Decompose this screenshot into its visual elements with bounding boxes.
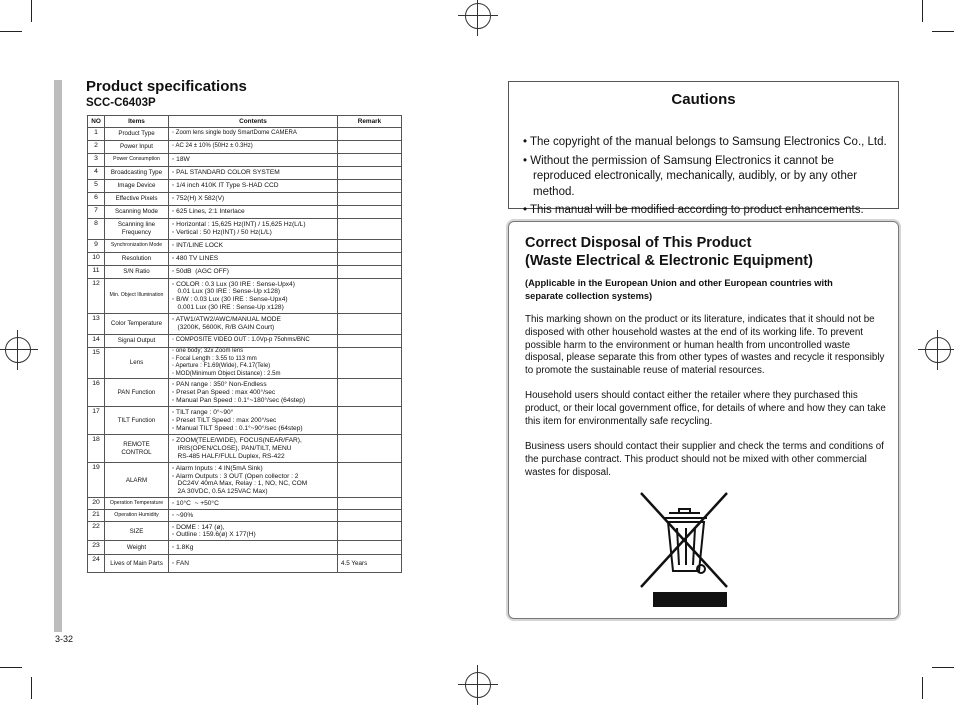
spec-content-cell: ◦ COLOR : 0.3 Lux (30 IRE : Sense-Upx4) 0.01 Lux (30 IRE : Sense-Up x128) ◦ B/W : 0.03 Lux (30 IRE : Sense-Upx4) 0.001 Lux (30 IRE : Sense-Up x128) — [169, 279, 338, 314]
spec-table — [87, 115, 402, 573]
spec-no-cell: 13 — [88, 314, 105, 335]
disposal-paragraph-3: Business users should contact their supplier and check the terms and conditions of the purchase contract. This product should not be mixed with other commercial wastes for disposal. — [525, 441, 884, 478]
spec-item-cell: Synchronization Mode — [105, 240, 169, 253]
disposal-paragraph-1: This marking shown on the product or its literature, indicates that it should not be disposed with other household wastes at the end of its working life. To prevent possible harm to the environment or human health from uncontrolled waste disposal, please separate this from other types of wastes and recycle it responsibly to promote the sustainable reuse of material resources. — [525, 314, 885, 377]
spec-header-row — [88, 116, 402, 128]
table-row — [88, 379, 402, 407]
table-row — [88, 167, 402, 180]
spec-content-cell: ◦ TILT range : 0°~90° ◦ Preset TILT Speed : max 200°/sec ◦ Manual TILT Speed : 0.1°~90°/sec (64step) — [169, 407, 338, 435]
spec-no-cell: 18 — [88, 435, 105, 463]
table-row — [88, 180, 402, 193]
crop-mark — [922, 677, 923, 699]
table-row — [88, 206, 402, 219]
disposal-box — [508, 221, 899, 619]
spec-content-cell: ◦ 18W — [169, 154, 338, 167]
spec-remark-cell — [338, 541, 402, 555]
spec-item-cell: Lens — [105, 348, 169, 379]
spec-remark-cell — [338, 463, 402, 498]
spec-item-cell: S/N Ratio — [105, 266, 169, 279]
spec-content-cell: ◦ ~90% — [169, 510, 338, 522]
spec-title: Product specifications — [86, 78, 247, 95]
table-row — [88, 463, 402, 498]
cautions-list — [523, 135, 891, 222]
spec-content-cell: ◦ 10°C ~ +50°C — [169, 498, 338, 510]
spec-remark-cell — [338, 407, 402, 435]
crop-mark — [0, 31, 22, 32]
caution-item: • The copyright of the manual belongs to Samsung Electronics Co., Ltd. — [523, 135, 891, 151]
header-contents: Contents — [169, 116, 338, 128]
registration-mark-top — [465, 3, 491, 29]
spec-item-cell: Power Consumption — [105, 154, 169, 167]
spec-remark-cell — [338, 348, 402, 379]
table-row — [88, 314, 402, 335]
spec-item-cell: Image Device — [105, 180, 169, 193]
spec-no-cell: 17 — [88, 407, 105, 435]
spec-no-cell: 1 — [88, 128, 105, 141]
table-row — [88, 335, 402, 348]
spec-remark-cell — [338, 335, 402, 348]
spec-item-cell: Scanning Mode — [105, 206, 169, 219]
spec-remark-cell — [338, 206, 402, 219]
table-row — [88, 348, 402, 379]
spec-item-cell: Power Input — [105, 141, 169, 154]
spec-remark-cell — [338, 314, 402, 335]
spec-remark-cell — [338, 253, 402, 266]
table-row — [88, 253, 402, 266]
spec-remark-cell — [338, 154, 402, 167]
table-row — [88, 128, 402, 141]
spec-remark-cell — [338, 279, 402, 314]
disposal-title-line1: Correct Disposal of This Product — [525, 235, 752, 251]
spec-item-cell: Resolution — [105, 253, 169, 266]
spec-content-cell: ◦ INT/LINE LOCK — [169, 240, 338, 253]
spec-no-cell: 23 — [88, 541, 105, 555]
spec-content-cell: ◦ one body; 32x Zoom lens ◦ Focal Length : 3.55 to 113 mm ◦ Aperture : F1.69(Wide), F4.17(Tele) ◦ MOD(Minimum Object Distance) : 2.5m — [169, 348, 338, 379]
table-row — [88, 141, 402, 154]
table-row — [88, 522, 402, 541]
spec-item-cell: Min. Object Illumination — [105, 279, 169, 314]
spec-item-cell: Effective Pixels — [105, 193, 169, 206]
spec-item-cell: Broadcasting Type — [105, 167, 169, 180]
spec-content-cell: ◦ COMPOSITE VIDEO OUT : 1.0Vp-p 75ohms/BNC — [169, 335, 338, 348]
spec-no-cell: 11 — [88, 266, 105, 279]
spec-content-cell: ◦ DOME : 147 (ø), ◦ Outline : 159.6(ø) X 177(H) — [169, 522, 338, 541]
spec-content-cell: ◦ 752(H) X 582(V) — [169, 193, 338, 206]
spec-no-cell: 14 — [88, 335, 105, 348]
model-title: SCC-C6403P — [86, 97, 156, 109]
table-row — [88, 407, 402, 435]
header-remark: Remark — [338, 116, 402, 128]
table-row — [88, 555, 402, 573]
spec-content-cell: ◦ AC 24 ± 10% (50Hz ± 0.3Hz) — [169, 141, 338, 154]
spec-no-cell: 21 — [88, 510, 105, 522]
registration-mark-right — [925, 337, 951, 363]
header-no: NO — [88, 116, 105, 128]
spec-remark-cell — [338, 128, 402, 141]
crop-mark — [31, 677, 32, 699]
spec-item-cell: Product Type — [105, 128, 169, 141]
page-side-bar — [54, 80, 62, 632]
spec-no-cell: 3 — [88, 154, 105, 167]
spec-no-cell: 20 — [88, 498, 105, 510]
spec-content-cell: ◦ FAN — [169, 555, 338, 573]
spec-item-cell: REMOTE CONTROL — [105, 435, 169, 463]
table-row — [88, 510, 402, 522]
spec-no-cell: 7 — [88, 206, 105, 219]
spec-no-cell: 19 — [88, 463, 105, 498]
spec-item-cell: Operation Humidity — [105, 510, 169, 522]
registration-mark-bottom — [465, 672, 491, 698]
crop-mark — [932, 31, 954, 32]
disposal-paragraph-2: Household users should contact either the retailer where they purchased this product, or their local government office, for details of where and how they can take this item for environmentally safe recycling. — [525, 390, 886, 427]
spec-no-cell: 16 — [88, 379, 105, 407]
disposal-title — [525, 234, 813, 270]
spec-item-cell: Color Temperature — [105, 314, 169, 335]
spec-remark-cell — [338, 435, 402, 463]
spec-remark-cell: 4.5 Years — [338, 555, 402, 573]
registration-mark-left — [5, 337, 31, 363]
disposal-title-line2: (Waste Electrical & Electronic Equipment) — [525, 253, 813, 269]
spec-item-cell: Scanning line Frequency — [105, 219, 169, 240]
spec-remark-cell — [338, 379, 402, 407]
spec-no-cell: 12 — [88, 279, 105, 314]
table-row — [88, 240, 402, 253]
spec-no-cell: 4 — [88, 167, 105, 180]
disposal-applicable-note: (Applicable in the European Union and other European countries with separate collection systems) — [525, 278, 833, 301]
spec-item-cell: TILT Function — [105, 407, 169, 435]
table-row — [88, 154, 402, 167]
crop-mark — [922, 0, 923, 22]
crop-mark — [31, 0, 32, 22]
spec-content-cell: ◦ Horizontal : 15,625 Hz(INT) / 15,625 Hz(L/L) ◦ Vertical : 50 Hz(INT) / 50 Hz(L/L) — [169, 219, 338, 240]
header-items: Items — [105, 116, 169, 128]
spec-no-cell: 2 — [88, 141, 105, 154]
table-row — [88, 498, 402, 510]
spec-no-cell: 22 — [88, 522, 105, 541]
spec-content-cell: ◦ PAL STANDARD COLOR SYSTEM — [169, 167, 338, 180]
spec-content-cell: ◦ Zoom lens single body SmartDome CAMERA — [169, 128, 338, 141]
spec-remark-cell — [338, 219, 402, 240]
spec-no-cell: 24 — [88, 555, 105, 573]
spec-content-cell: ◦ 1.8Kg — [169, 541, 338, 555]
spec-remark-cell — [338, 180, 402, 193]
spec-content-cell: ◦ Alarm Inputs : 4 IN(5mA Sink) ◦ Alarm Outputs : 3 OUT (Open collector : 2 DC24V 40mA Max, Relay : 1, NO, NC, COM 2A 30VDC, 0.5A 125VAC Max) — [169, 463, 338, 498]
spec-item-cell: SIZE — [105, 522, 169, 541]
spec-remark-cell — [338, 266, 402, 279]
spec-no-cell: 9 — [88, 240, 105, 253]
crop-mark — [0, 667, 22, 668]
spec-no-cell: 8 — [88, 219, 105, 240]
table-row — [88, 541, 402, 555]
spec-content-cell: ◦ 480 TV LINES — [169, 253, 338, 266]
spec-remark-cell — [338, 141, 402, 154]
page-number: 3-32 — [55, 634, 74, 644]
spec-no-cell: 15 — [88, 348, 105, 379]
spec-item-cell: PAN Function — [105, 379, 169, 407]
spec-content-cell: ◦ PAN range : 350° Non-Endless ◦ Preset Pan Speed : max 400°/sec ◦ Manual Pan Speed : 0.1°~180°/sec (64step) — [169, 379, 338, 407]
table-row — [88, 266, 402, 279]
spec-remark-cell — [338, 240, 402, 253]
spec-remark-cell — [338, 522, 402, 541]
table-row — [88, 279, 402, 314]
crossed-out-wheelie-bin-icon — [639, 485, 734, 610]
spec-content-cell: ◦ ATW1/ATW2/AWC/MANUAL MODE (3200K, 5600K, R/B GAIN Court) — [169, 314, 338, 335]
spec-content-cell: ◦ ZOOM(TELE/WIDE), FOCUS(NEAR/FAR), IRIS(OPEN/CLOSE), PAN/TILT, MENU RS-485 HALF/FULL Duplex, RS-422 — [169, 435, 338, 463]
spec-remark-cell — [338, 167, 402, 180]
spec-no-cell: 5 — [88, 180, 105, 193]
spec-item-cell: Weight — [105, 541, 169, 555]
spec-remark-cell — [338, 193, 402, 206]
spec-remark-cell — [338, 510, 402, 522]
table-row — [88, 435, 402, 463]
table-row — [88, 219, 402, 240]
caution-item: • Without the permission of Samsung Electronics it cannot be reproduced electronically, mechanically, audibly, or by any other method. — [523, 154, 891, 201]
spec-remark-cell — [338, 498, 402, 510]
spec-item-cell: Signal Output — [105, 335, 169, 348]
caution-item: • This manual will be modified according to product enhancements. — [523, 203, 891, 219]
table-row — [88, 193, 402, 206]
spec-item-cell: Operation Temperature — [105, 498, 169, 510]
spec-item-cell: Lives of Main Parts — [105, 555, 169, 573]
crop-mark — [932, 667, 954, 668]
spec-item-cell: ALARM — [105, 463, 169, 498]
cautions-title: Cautions — [671, 91, 736, 108]
spec-content-cell: ◦ 50dB (AGC OFF) — [169, 266, 338, 279]
spec-content-cell: ◦ 625 Lines, 2:1 Interlace — [169, 206, 338, 219]
spec-content-cell: ◦ 1/4 inch 410K IT Type S-HAD CCD — [169, 180, 338, 193]
cautions-box — [508, 81, 899, 216]
spec-no-cell: 6 — [88, 193, 105, 206]
spec-no-cell: 10 — [88, 253, 105, 266]
